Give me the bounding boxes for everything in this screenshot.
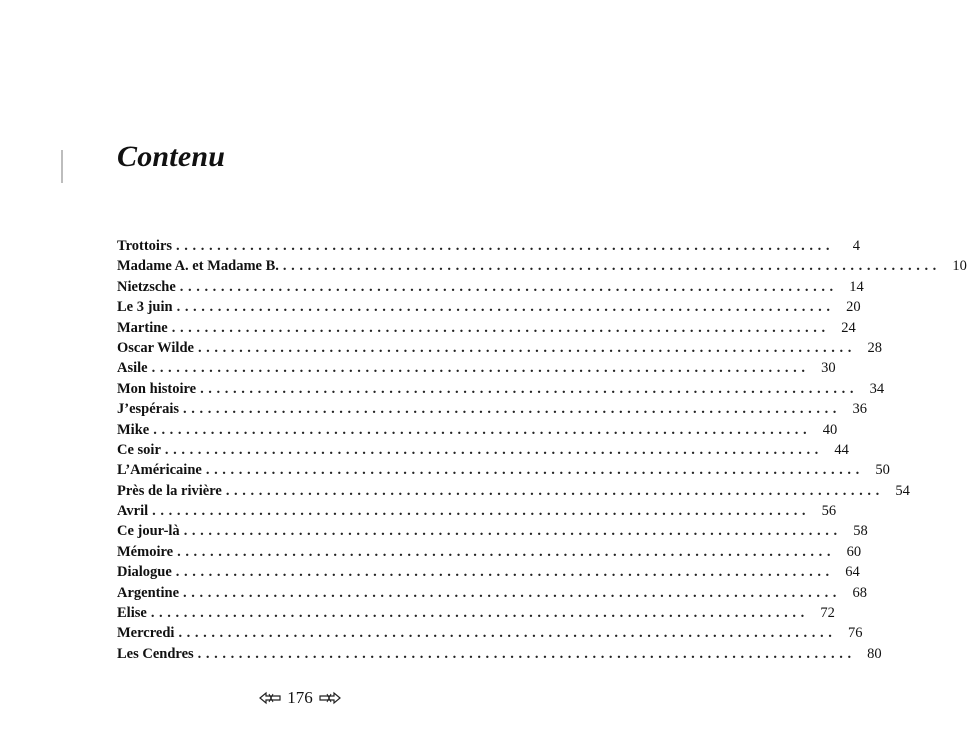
dot-leader: ................................................................................ xyxy=(164,441,823,458)
toc-entry-page: 76 xyxy=(847,625,863,642)
dot-leader: ................................................................................ xyxy=(183,523,842,540)
toc-entry-page: 80 xyxy=(867,645,882,662)
toc-entry-title: Ce soir xyxy=(117,441,161,458)
toc-entry xyxy=(117,338,882,358)
right-ornament-icon xyxy=(319,692,341,704)
toc-entry-title: Mémoire xyxy=(117,543,174,560)
toc-entry-page: 50 xyxy=(875,462,890,479)
toc-entry xyxy=(117,583,868,603)
toc-entry xyxy=(117,501,837,521)
toc-entry-title: Mon histoire xyxy=(117,380,197,397)
toc-entry-title: Elise xyxy=(117,605,147,622)
dot-leader: ................................................................................ xyxy=(183,584,842,601)
toc-entry xyxy=(117,256,967,276)
dot-leader: ................................................................................ xyxy=(153,421,812,438)
toc-entry xyxy=(117,562,860,582)
toc-entry-title: Le 3 juin xyxy=(117,299,173,316)
toc-entry-page: 56 xyxy=(821,503,837,520)
toc-entry-page: 68 xyxy=(852,584,868,601)
toc-entry-title: Oscar Wilde xyxy=(117,339,194,356)
left-ornament-icon xyxy=(259,692,281,704)
toc-entry-page: 36 xyxy=(852,401,868,418)
toc-entry-title: Trottoirs xyxy=(117,238,173,254)
dot-leader: ................................................................................ xyxy=(176,238,835,254)
dot-leader: ................................................................................ xyxy=(205,462,864,479)
toc-entry-title: Argentine xyxy=(117,584,180,601)
toc-entry xyxy=(117,379,885,399)
toc-entry-page: 44 xyxy=(834,441,849,458)
page-number: 176 xyxy=(287,688,313,707)
toc-entry-title: Dialogue xyxy=(117,564,172,581)
dot-leader: ................................................................................ xyxy=(175,564,834,581)
dot-leader: ................................................................................ xyxy=(178,625,837,642)
dot-leader: ................................................................................ xyxy=(152,503,811,520)
toc-entry-title: Asile xyxy=(117,360,148,377)
toc-entry xyxy=(117,420,838,440)
toc-entry xyxy=(117,603,835,623)
toc-entry-title: J’espérais xyxy=(117,401,180,418)
page-footer xyxy=(0,688,600,708)
toc-entry xyxy=(117,521,868,541)
toc-entry-page: 28 xyxy=(867,339,882,356)
toc-entry-title: Nietzsche xyxy=(117,278,176,295)
toc-entry xyxy=(117,623,863,643)
toc-entry xyxy=(117,399,868,419)
toc-entry xyxy=(117,318,856,338)
toc-entry-title: Avril xyxy=(117,503,149,520)
table-of-contents xyxy=(117,236,967,664)
toc-entry xyxy=(117,644,882,664)
toc-entry xyxy=(117,297,861,317)
toc-entry-title: L’Américaine xyxy=(117,462,202,479)
dot-leader: ................................................................................ xyxy=(183,401,842,418)
dot-leader: ................................................................................ xyxy=(200,380,859,397)
toc-entry-page: 58 xyxy=(853,523,868,540)
toc-entry-title: Madame A. et Madame B. xyxy=(117,258,279,275)
toc-entry-page: 24 xyxy=(841,319,856,336)
dot-leader: ................................................................................ xyxy=(151,360,810,377)
toc-entry xyxy=(117,460,890,480)
toc-entry-page: 40 xyxy=(822,421,838,438)
toc-entry xyxy=(117,358,836,378)
toc-entry xyxy=(117,440,849,460)
dot-leader: ................................................................................ xyxy=(171,319,830,336)
dot-leader: ................................................................................ xyxy=(197,645,856,662)
toc-entry-page: 30 xyxy=(821,360,836,377)
dot-leader: ................................................................................ xyxy=(176,299,835,316)
toc-entry-page: 10 xyxy=(952,258,967,275)
toc-entry-title: Près de la rivière xyxy=(117,482,222,499)
dot-leader: ................................................................................ xyxy=(225,482,884,499)
toc-entry xyxy=(117,542,862,562)
dot-leader: ................................................................................ xyxy=(150,605,809,622)
dot-leader: ................................................................................ xyxy=(179,278,838,295)
page-title: Contenu xyxy=(117,140,226,173)
toc-entry xyxy=(117,481,910,501)
toc-entry xyxy=(117,236,861,256)
toc-entry-page: 64 xyxy=(845,564,860,581)
toc-entry-page: 34 xyxy=(869,380,885,397)
dot-leader: ................................................................................ xyxy=(197,339,856,356)
margin-rule xyxy=(61,150,63,183)
dot-leader: ................................................................................ xyxy=(282,258,941,275)
dot-leader: ................................................................................ xyxy=(177,543,836,560)
toc-entry-title: Mercredi xyxy=(117,625,175,642)
toc-entry-page: 20 xyxy=(846,299,861,316)
toc-entry xyxy=(117,277,864,297)
toc-entry-page: 54 xyxy=(895,482,910,499)
toc-entry-page: 72 xyxy=(820,605,835,622)
toc-entry-page: 4 xyxy=(852,238,861,254)
toc-entry-title: Les Cendres xyxy=(117,645,194,662)
toc-entry-page: 60 xyxy=(846,543,862,560)
toc-entry-title: Martine xyxy=(117,319,168,336)
toc-entry-page: 14 xyxy=(849,278,864,295)
toc-entry-title: Mike xyxy=(117,421,150,438)
toc-entry-title: Ce jour-là xyxy=(117,523,180,540)
